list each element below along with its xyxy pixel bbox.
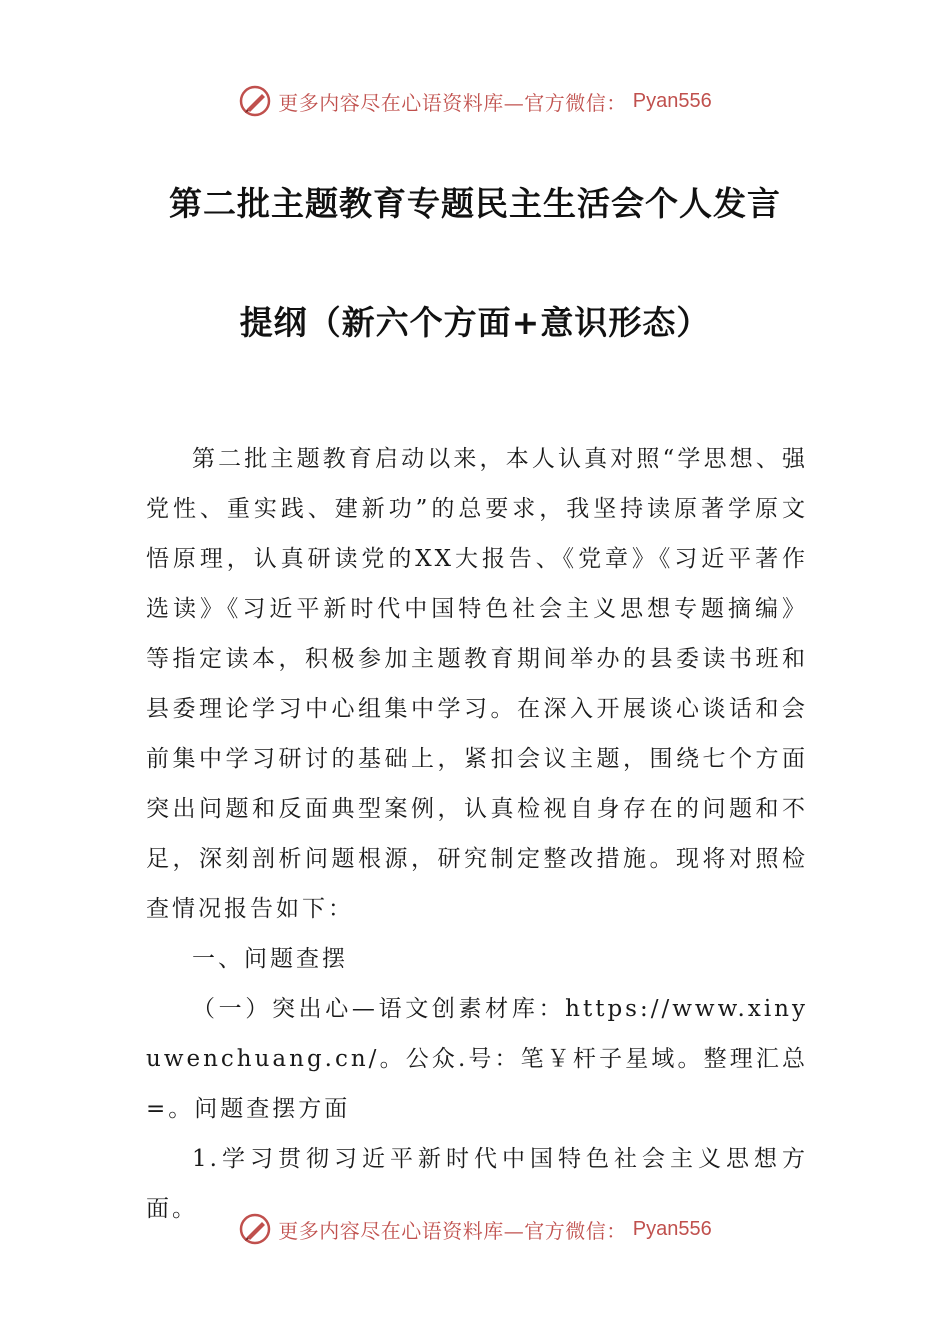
section-heading: 一、问题查摆 <box>192 946 348 972</box>
subsection-paragraph: （一）突出心—语文创素材库：https://www.xinyuwenchuang.cn/。公众.号：笔￥杆子星域。整理汇总=。问题查摆方面 <box>146 996 808 1122</box>
watermark-wechat-id: Pyan556 <box>632 1217 712 1240</box>
watermark-text: 更多内容尽在心语资料库—官方微信： <box>278 90 627 115</box>
list-item: 1.学习贯彻习近平新时代中国特色社会主义思想方面。 <box>146 1146 808 1222</box>
document-body <box>146 434 808 1234</box>
watermark-wechat-id: Pyan556 <box>632 89 712 112</box>
document-title-line-1: 第二批主题教育专题民主生活会个人发言 <box>169 184 781 223</box>
watermark-bottom <box>0 1212 950 1246</box>
intro-paragraph: 第二批主题教育启动以来，本人认真对照“学思想、强党性、重实践、建新功”的总要求，我坚持读原著学原文悟原理，认真研读党的XX大报告、《党章》《习近平著作选读》《习近平新时代中国特色社会主义思想专题摘编》等指定读本，积极参加主题教育期间举办的县委读书班和县委理论学习中心组集中学习。在深入开展谈心谈话和会前集中学习研讨的基础上，紧扣会议主题，围绕七个方面突出问题和反面典型案例，认真检视自身存在的问题和不足，深刻剖析问题根源，研究制定整改措施。现将对照检查情况报告如下： <box>146 446 808 922</box>
pen-logo-icon <box>238 84 272 118</box>
document-title-line-2: 提纲（新六个方面+意识形态） <box>239 303 711 342</box>
pen-logo-icon <box>238 1212 272 1246</box>
watermark-text: 更多内容尽在心语资料库—官方微信： <box>278 1218 627 1243</box>
watermark-top <box>0 84 950 118</box>
